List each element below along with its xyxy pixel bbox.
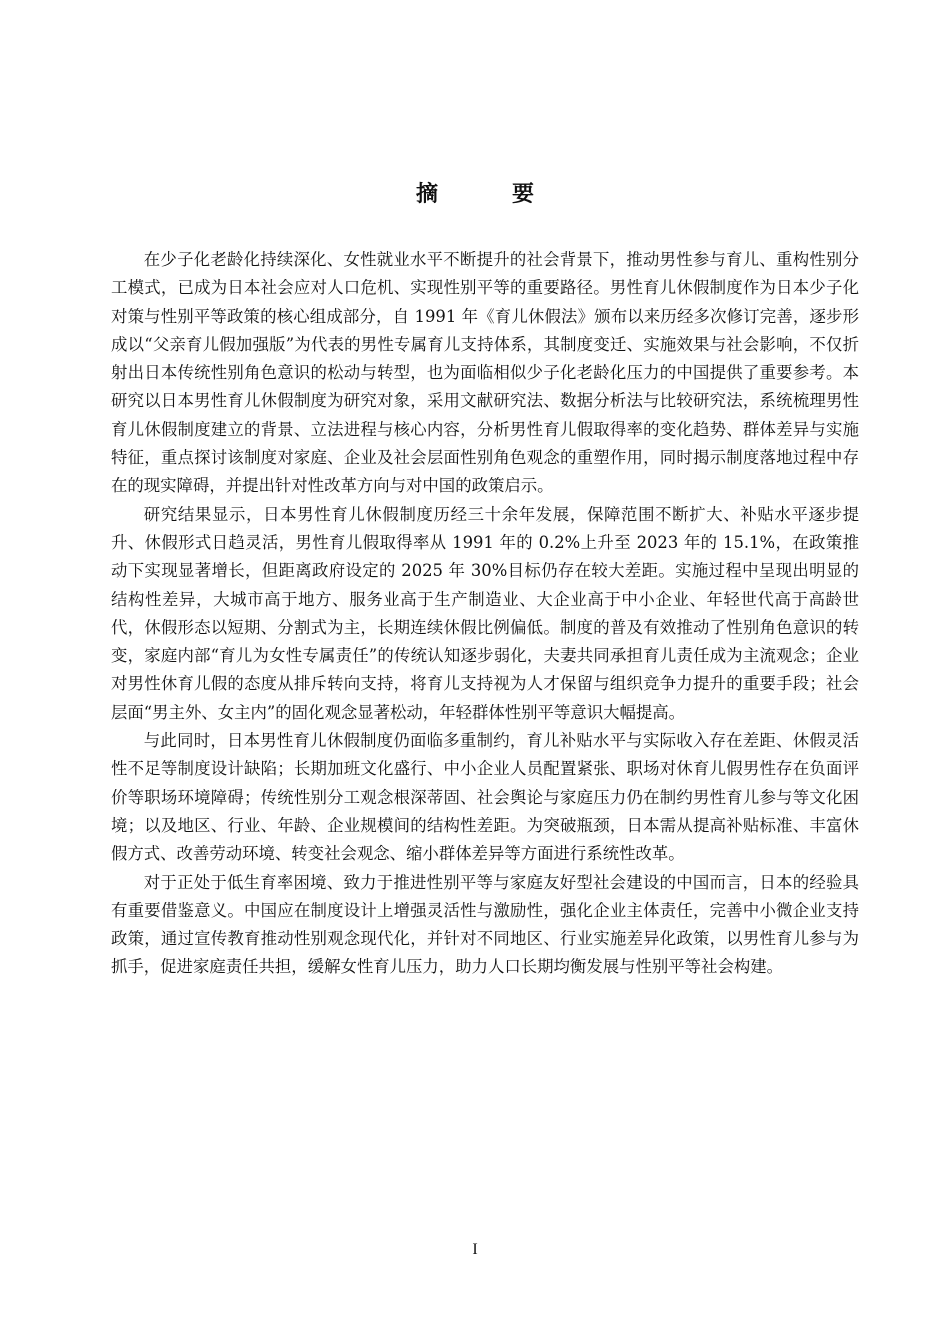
abstract-body: [111, 246, 859, 982]
page-number: I: [472, 1241, 478, 1258]
abstract-paragraph: 在少子化老龄化持续深化、女性就业水平不断提升的社会背景下，推动男性参与育儿、重构性别分工模式，已成为日本社会应对人口危机、实现性别平等的重要路径。男性育儿休假制度作为日本少子化对策与性别平等政策的核心组成部分，自 1991 年《育儿休假法》颁布以来历经多次修订完善，逐步形成以“父亲育儿假加强版”为代表的男性专属育儿支持体系，其制度变迁、实施效果与社会影响，不仅折射出日本传统性别角色意识的松动与转型，也为面临相似少子化老龄化压力的中国提供了重要参考。本研究以日本男性育儿休假制度为研究对象，采用文献研究法、数据分析法与比较研究法，系统梳理男性育儿休假制度建立的背景、立法进程与核心内容，分析男性育儿假取得率的变化趋势、群体差异与实施特征，重点探讨该制度对家庭、企业及社会层面性别角色观念的重塑作用，同时揭示制度落地过程中存在的现实障碍，并提出针对性改革方向与对中国的政策启示。: [111, 250, 859, 496]
abstract-title: 摘 要: [415, 182, 560, 207]
abstract-paragraph: 研究结果显示，日本男性育儿休假制度历经三十余年发展，保障范围不断扩大、补贴水平逐步提升、休假形式日趋灵活，男性育儿假取得率从 1991 年的 0.2%上升至 2023 年的 15.1%，在政策推动下实现显著增长，但距离政府设定的 2025 年 30%目标仍存在较大差距。实施过程中呈现出明显的结构性差异，大城市高于地方、服务业高于生产制造业、大企业高于中小企业、年轻世代高于高龄世代，休假形态以短期、分割式为主，长期连续休假比例偏低。制度的普及有效推动了性别角色意识的转变，家庭内部“育儿为女性专属责任”的传统认知逐步弱化，夫妻共同承担育儿责任成为主流观念；企业对男性休育儿假的态度从排斥转向支持，将育儿支持视为人才保留与组织竞争力提升的重要手段；社会层面“男主外、女主内”的固化观念显著松动，年轻群体性别平等意识大幅提高。: [111, 504, 859, 722]
abstract-paragraph: 对于正处于低生育率困境、致力于推进性别平等与家庭友好型社会建设的中国而言，日本的经验具有重要借鉴意义。中国应在制度设计上增强灵活性与激励性，强化企业主体责任，完善中小微企业支持政策，通过宣传教育推动性别观念现代化，并针对不同地区、行业实施差异化政策，以男性育儿参与为抓手，促进家庭责任共担，缓解女性育儿压力，助力人口长期均衡发展与性别平等社会构建。: [111, 872, 859, 977]
abstract-paragraph: 与此同时，日本男性育儿休假制度仍面临多重制约，育儿补贴水平与实际收入存在差距、休假灵活性不足等制度设计缺陷；长期加班文化盛行、中小企业人员配置紧张、职场对休育儿假男性存在负面评价等职场环境障碍；传统性别分工观念根深蒂固、社会舆论与家庭压力仍在制约男性育儿参与等文化困境；以及地区、行业、年龄、企业规模间的结构性差距。为突破瓶颈，日本需从提高补贴标准、丰富休假方式、改善劳动环境、转变社会观念、缩小群体差异等方面进行系统性改革。: [111, 731, 859, 864]
